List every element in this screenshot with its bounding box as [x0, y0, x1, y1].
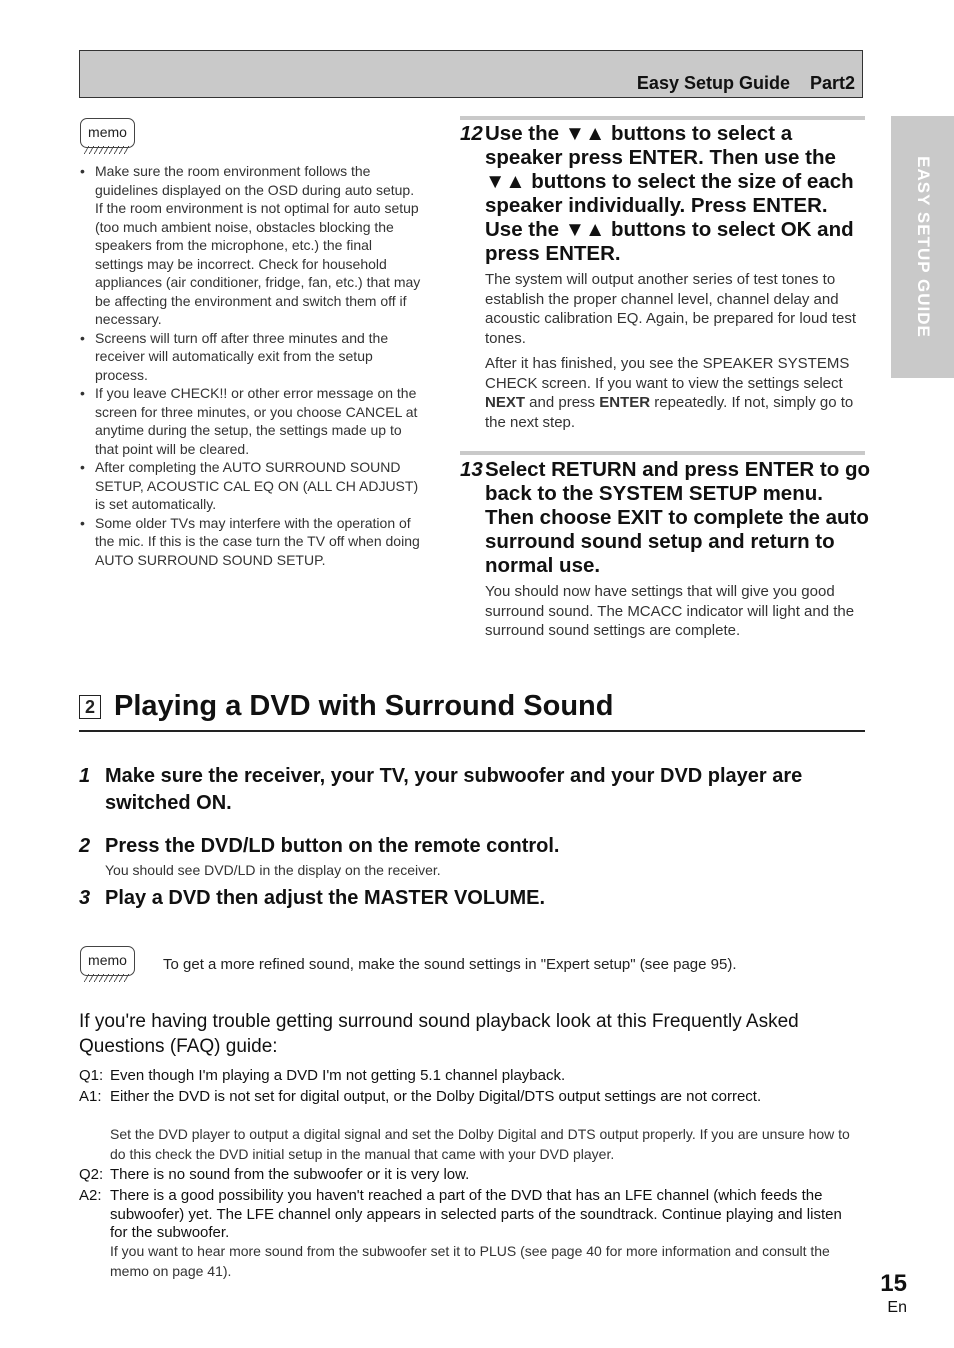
memo-item: • After completing the AUTO SURROUND SOUND SETUP, ACOUSTIC CAL EQ ON (ALL CH ADJUST) is set automatically.: [79, 458, 424, 514]
step-12: [460, 122, 870, 432]
faq-q1-label: Q1:: [79, 1067, 104, 1084]
page-number: 15: [880, 1270, 907, 1297]
dvd-step-1-text: Make sure the receiver, your TV, your subwoofer and your DVD player are switched ON.: [105, 765, 803, 814]
header-title-part: Part2: [809, 73, 855, 93]
step-13-number: 13: [460, 458, 483, 481]
faq-a2-label: A2:: [79, 1187, 102, 1204]
section-title: [79, 690, 865, 732]
memo-label: memo: [80, 118, 135, 148]
memo-icon-2: [80, 946, 136, 986]
dvd-step-2-text: Press the DVD/LD button on the remote control.: [105, 835, 560, 857]
header-title: [637, 73, 855, 94]
faq-a2-text: There is a good possibility you haven't reached a part of the DVD that has an LFE channel (which feeds the subwoofer) yet. The LFE channel only appears in selected parts of the soundtrack. Continue playing and listen for the subwoofer.: [110, 1187, 842, 1241]
faq-a1-detail: Set the DVD player to output a digital signal and set the Dolby Digital and DTS output properly. If you are unsure how to do this check the DVD initial setup in the manual that came with your DVD player.: [110, 1126, 850, 1162]
faq-intro: If you're having trouble getting surround sound playback look at this Frequently Asked Questions (FAQ) guide:: [79, 1011, 799, 1057]
dvd-step-3: [79, 885, 859, 912]
dvd-step-1: [79, 763, 859, 817]
memo-label-2: memo: [80, 946, 135, 976]
section-heading: Playing a DVD with Surround Sound: [114, 690, 614, 722]
memo-item: • Make sure the room environment follows the guidelines displayed on the OSD during auto setup. If the room environment is not optimal for auto setup (too much ambient noise, obstacles blocking the speakers from the microphone, etc.) the final settings may be incorrect. Check for household appliances (air conditioner, fridge, fan, etc.) that may be affecting the environment and switch them off if necessary.: [79, 162, 424, 329]
step-12-number: 12: [460, 122, 483, 145]
dvd-step-2: [79, 833, 859, 860]
faq-q1-text: Even though I'm playing a DVD I'm not getting 5.1 channel playback.: [110, 1067, 566, 1084]
memo-list: [79, 162, 424, 569]
step-13: [460, 458, 870, 641]
side-tab-label: EASY SETUP GUIDE: [913, 156, 933, 338]
faq-a1-text: Either the DVD is not set for digital output, or the Dolby Digital/DTS output settings are not correct.: [110, 1088, 762, 1105]
memo-item: • Screens will turn off after three minutes and the receiver will automatically exit from the setup process.: [79, 329, 424, 385]
step-12-para-2: After it has finished, you see the SPEAKER SYSTEMS CHECK screen. If you want to view the settings select NEXT and press ENTER repeatedly. If not, simply go to the next step.: [485, 355, 854, 431]
memo-item: • Some older TVs may interfere with the operation of the mic. If this is the case turn the TV off when doing AUTO SURROUND SOUND SETUP.: [79, 514, 424, 570]
faq: [79, 1067, 864, 1287]
header-bar: [79, 50, 863, 98]
header-title-main: Easy Setup Guide: [636, 73, 790, 93]
step-13-rule: [460, 451, 865, 455]
step-12-heading: Use the ▼▲ buttons to select a speaker press ENTER. Then use the ▼▲ buttons to select the size of each speaker individually. Press ENTER. Use the ▼▲ buttons to select OK and press ENTER.: [485, 122, 854, 265]
step-13-para: You should now have settings that will give you good surround sound. The MCACC indicator will light and the surround sound settings are complete.: [485, 583, 855, 639]
section-number: 2: [79, 695, 101, 719]
faq-q2-text: There is no sound from the subwoofer or it is very low.: [110, 1166, 470, 1183]
memo-item: • If you leave CHECK!! or other error message on the screen for three minutes, or you choose CANCEL at anytime during the setup, the settings made up to that point will be cleared.: [79, 384, 424, 458]
side-tab: [891, 116, 954, 378]
faq-a1-label: A1:: [79, 1088, 102, 1105]
faq-a2-detail: If you want to hear more sound from the subwoofer set it to PLUS (see page 40 for more information and consult the memo on page 41).: [110, 1243, 830, 1279]
page-lang: En: [887, 1299, 907, 1316]
dvd-step-3-text: Play a DVD then adjust the MASTER VOLUME.: [105, 887, 546, 909]
dvd-step-3-number: 3: [79, 887, 91, 909]
memo-icon: [80, 118, 136, 158]
dvd-step-1-number: 1: [79, 765, 91, 787]
step-12-rule: [460, 116, 865, 120]
memo-2-text: To get a more refined sound, make the sound settings in "Expert setup" (see page 95).: [163, 956, 737, 973]
dvd-step-2-note: You should see DVD/LD in the display on the receiver.: [105, 862, 441, 878]
step-12-para-1: The system will output another series of test tones to establish the proper channel level, channel delay and acoustic calibration EQ. Again, be prepared for loud test tones.: [485, 271, 857, 347]
dvd-step-2-number: 2: [79, 835, 91, 857]
step-13-heading: Select RETURN and press ENTER to go back to the SYSTEM SETUP menu. Then choose EXIT to complete the auto surround sound setup and return to normal use.: [485, 458, 871, 577]
faq-q2-label: Q2:: [79, 1166, 104, 1183]
